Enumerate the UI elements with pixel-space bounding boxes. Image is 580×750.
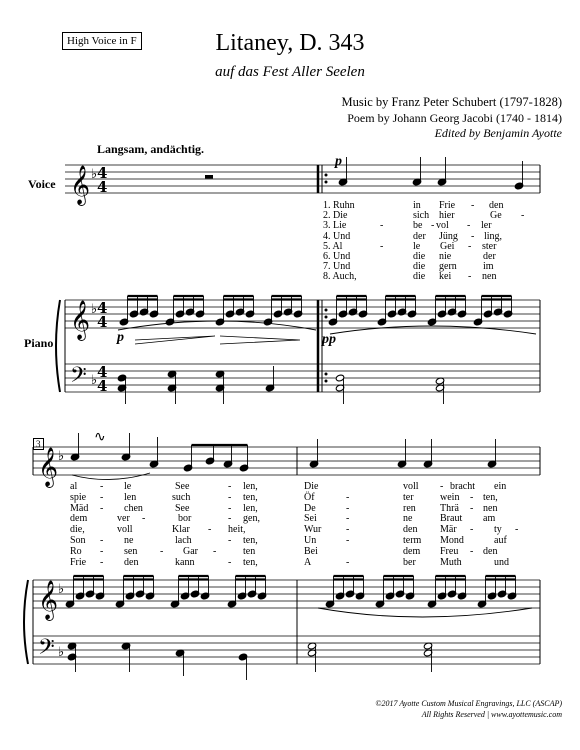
lyric-s1-v4-w5: ling,: [484, 230, 503, 242]
lyric-s2-v1-w7: Die: [304, 481, 319, 492]
lyric-s1-v5-w1: 5. Al: [323, 240, 343, 252]
lyric-s1-v4-w2: der: [413, 230, 426, 242]
lyric-s2-v3-w5: -: [228, 502, 232, 514]
lyric-s1-v5-w5: -: [468, 240, 472, 252]
lyric-s2-v3-w10: Thrä: [440, 502, 459, 514]
lyric-s2-v7-w6: -: [213, 545, 217, 557]
lyric-s2-v8-w8: -: [346, 556, 350, 568]
lyric-s2-v2-w11: -: [470, 491, 474, 503]
dynamic-piano-m1: p: [117, 330, 124, 345]
dynamic-piano-m2: pp: [322, 332, 336, 347]
dynamic-voice-m2: p: [335, 154, 342, 169]
lyric-s1-v3-w1: 3. Lie: [323, 220, 347, 232]
lyric-s1-v4-w3: Jüng: [439, 230, 458, 242]
piano-key-flat-2: ♭: [58, 582, 65, 597]
lyric-s2-v6-w2: -: [100, 535, 104, 546]
voice-key-flat: ♭: [91, 167, 98, 182]
lyric-s2-v4-w2: ver: [117, 513, 130, 525]
lyric-s2-v6-w7: Un: [304, 535, 317, 546]
lyric-s2-v8-w4: kann: [175, 556, 195, 568]
lyric-s2-v5-w7: -: [346, 524, 350, 536]
lyric-s2-v5-w10: -: [470, 524, 474, 536]
voice-part-label: Voice: [28, 177, 56, 191]
lyric-s2-v2-w10: wein: [440, 491, 460, 503]
piano-brace: [56, 300, 60, 392]
lyric-s2-v1-w3: le: [124, 481, 132, 492]
lyric-s2-v4-w3: -: [142, 513, 146, 525]
lyric-s2-v4-w5: -: [228, 513, 232, 525]
piano-bass-clef: 𝄢: [70, 363, 87, 393]
lyric-s2-v2-w4: such: [172, 491, 191, 503]
lyric-s2-v7-w10: Freu: [440, 545, 459, 557]
measure-number: 3: [33, 438, 44, 450]
lyric-s2-v8-w10: Muth: [440, 556, 462, 568]
lyric-s2-v4-w1: dem: [70, 513, 88, 525]
lyric-s2-v3-w1: Mäd: [70, 502, 89, 514]
lyric-s2-v6-w8: -: [346, 535, 350, 546]
lyric-s1-v1-w2: in: [413, 200, 421, 211]
piano-part-label: Piano: [24, 336, 54, 350]
lyric-s2-v6-w9: term: [403, 535, 422, 546]
lyric-s1-v3-w2: -: [380, 220, 384, 232]
repeat-dot: [325, 181, 328, 184]
piano-treble-clef: 𝄞: [70, 300, 91, 340]
lyric-s2-v2-w12: ten,: [483, 491, 498, 503]
lyric-s1-v7-w4: im: [483, 261, 494, 273]
piano-treble-clef-2: 𝄞: [38, 580, 59, 620]
rights-notice: All Rights Reserved | www.ayottemusic.com: [421, 710, 562, 719]
copyright-notice: ©2017 Ayotte Custom Musical Engravings, LLC (ASCAP): [375, 699, 562, 708]
lyric-s2-v6-w10: Mond: [440, 535, 464, 546]
lyric-s1-v8-w2: die: [413, 271, 426, 283]
page-subtitle: auf das Fest Aller Seelen: [215, 64, 365, 80]
time-signature-top: 4: [97, 299, 108, 317]
lyric-s2-v3-w11: -: [470, 502, 474, 514]
lyric-s1-v6-w2: die: [413, 251, 426, 262]
lyric-s2-v5-w4: -: [208, 524, 212, 536]
lyric-s1-v3-w5: vol: [436, 220, 449, 232]
lyric-s2-v8-w6: ten,: [243, 556, 258, 568]
voice-key-flat-2: ♭: [58, 449, 65, 464]
lyric-s1-v3-w3: be: [413, 220, 423, 232]
lyric-s2-v1-w2: -: [100, 481, 104, 492]
time-signature-bottom: 4: [97, 313, 108, 331]
lyric-s2-v7-w4: -: [160, 545, 164, 557]
tempo-marking: Langsam, andächtig.: [97, 142, 205, 156]
lyric-s2-v5-w12: -: [515, 524, 519, 536]
lyric-s2-v3-w7: De: [304, 502, 316, 514]
lyric-s2-v8-w5: -: [228, 556, 232, 568]
lyric-s2-v7-w12: den: [483, 545, 498, 557]
lyric-s2-v6-w6: ten,: [243, 535, 258, 546]
lyric-s1-v8-w5: nen: [482, 271, 497, 283]
piano-key-flat: ♭: [91, 302, 98, 317]
turn-ornament: ∿: [94, 429, 106, 445]
lyric-s1-v7-w1: 7. Und: [323, 261, 351, 273]
lyric-s2-v4-w11: am: [483, 513, 496, 525]
lyric-s1-v5-w4: Gei: [440, 240, 455, 252]
lyric-s2-v1-w11: ein: [494, 481, 507, 492]
crescendo-hairpin: [135, 336, 215, 344]
lyric-s1-v2-w4: Ge: [490, 210, 502, 222]
voice-treble-clef: 𝄞: [70, 165, 91, 205]
lyric-s1-v6-w4: der: [483, 251, 496, 262]
lyric-s2-v4-w8: -: [346, 513, 350, 525]
lyric-s2-v3-w2: -: [100, 502, 104, 514]
lyric-s2-v1-w5: -: [228, 481, 232, 492]
lyric-s2-v6-w5: -: [228, 535, 232, 546]
lyric-s2-v5-w5: heit,: [228, 524, 246, 536]
lyric-s2-v8-w3: den: [124, 556, 139, 568]
lyric-s1-v4-w4: -: [471, 230, 475, 242]
lyric-s2-v1-w8: voll: [403, 481, 419, 492]
lyric-s2-v6-w4: lach: [175, 535, 192, 546]
time-signature-top: 4: [97, 363, 108, 381]
lyric-s1-v3-w4: -: [431, 220, 435, 232]
lyric-s2-v8-w9: ber: [403, 556, 416, 568]
lyric-s1-v2-w3: hier: [439, 210, 455, 222]
time-signature-bottom: 4: [97, 178, 108, 196]
lyric-s2-v7-w5: Gar: [183, 545, 198, 557]
lyric-s2-v1-w6: len,: [243, 481, 258, 492]
lyric-s2-v4-w9: ne: [403, 513, 413, 525]
lyric-s2-v2-w3: len: [124, 491, 137, 503]
repeat-dot: [325, 316, 328, 319]
poet-credit: Poem by Johann Georg Jacobi (1740 - 1814): [347, 111, 562, 125]
lyric-s1-v3-w6: -: [467, 220, 471, 232]
lyric-s2-v8-w1: Frie: [70, 556, 87, 568]
lyric-s1-v6-w1: 6. Und: [323, 251, 351, 262]
lyric-s1-v1-w1: 1. Ruhn: [323, 200, 355, 211]
lyric-s1-v2-w2: sich: [413, 210, 430, 222]
lyric-s2-v7-w3: sen: [124, 545, 138, 557]
phrase-slur: [318, 608, 532, 617]
phrase-slur: [330, 326, 536, 334]
lyric-s1-v2-w5: -: [521, 210, 525, 222]
page-title: Litaney, D. 343: [215, 30, 365, 56]
repeat-dot: [325, 174, 328, 177]
bass-key-flat-2: ♭: [58, 645, 65, 660]
decrescendo-hairpin: [220, 336, 300, 344]
lyric-s2-v8-w2: -: [100, 556, 104, 568]
lyric-s2-v3-w8: -: [346, 502, 350, 514]
lyric-s2-v7-w11: -: [470, 545, 474, 557]
lyric-s2-v6-w11: auf: [494, 535, 507, 546]
time-signature-bottom: 4: [97, 377, 108, 395]
lyric-s1-v7-w2: die: [413, 261, 426, 273]
lyric-s1-v6-w3: nie: [439, 251, 452, 262]
whole-rest: [205, 175, 213, 179]
lyric-s2-v7-w2: -: [100, 545, 104, 557]
lyric-s1-v7-w3: gern: [439, 261, 457, 273]
lyric-s2-v2-w1: spie: [70, 491, 87, 503]
lyric-s2-v5-w1: die,: [70, 524, 85, 536]
lyric-s2-v4-w10: Braut: [440, 513, 463, 525]
lyric-s2-v7-w1: Ro: [70, 545, 82, 557]
lyric-s1-v5-w2: -: [380, 240, 384, 252]
editor-credit: Edited by Benjamin Ayotte: [434, 126, 562, 140]
piano-bass-clef-2: 𝄢: [38, 635, 55, 665]
lyric-s2-v1-w4: See: [175, 481, 190, 492]
lyric-s2-v2-w2: -: [100, 491, 104, 503]
lyric-s2-v1-w10: bracht: [450, 481, 475, 492]
lyric-s2-v7-w9: dem: [403, 545, 421, 557]
lyric-s2-v2-w6: ten,: [243, 491, 258, 503]
lyric-s2-v5-w6: Wur: [304, 524, 322, 536]
piano-brace-2: [24, 580, 28, 664]
lyric-s2-v3-w4: See: [175, 502, 190, 514]
lyric-s1-v8-w1: 8. Auch,: [323, 271, 357, 283]
repeat-dot: [325, 373, 328, 376]
lyric-s1-v3-w7: ler: [481, 220, 492, 232]
lyric-s1-v1-w3: Frie: [439, 200, 456, 211]
lyric-s2-v7-w8: Bei: [304, 545, 318, 557]
lyric-s1-v4-w1: 4. Und: [323, 230, 351, 242]
voice-treble-clef-2: 𝄞: [38, 447, 59, 487]
lyric-s2-v1-w1: al: [70, 481, 78, 492]
lyric-s2-v8-w7: A: [304, 556, 312, 568]
time-signature-top: 4: [97, 164, 108, 182]
lyric-s2-v3-w6: len,: [243, 502, 258, 514]
lyric-s2-v5-w9: Mär: [440, 524, 457, 536]
lyric-s2-v3-w9: ren: [403, 502, 416, 514]
lyric-s1-v5-w3: le: [413, 240, 421, 252]
lyric-s2-v5-w2: voll: [117, 524, 133, 536]
lyric-s2-v1-w9: -: [440, 481, 444, 492]
lyric-s2-v2-w5: -: [228, 491, 232, 503]
lyric-s2-v5-w3: Klar: [172, 524, 190, 536]
bass-key-flat: ♭: [91, 373, 98, 388]
repeat-dot: [325, 309, 328, 312]
lyric-s2-v6-w3: ne: [124, 535, 134, 546]
lyric-s1-v8-w4: -: [468, 271, 472, 283]
voice-slur: [72, 473, 150, 480]
lyric-s2-v5-w11: ty: [494, 524, 502, 536]
lyric-s2-v3-w3: chen: [124, 502, 143, 514]
repeat-dot: [325, 380, 328, 383]
lyric-s2-v5-w8: den: [403, 524, 418, 536]
lyric-s2-v2-w9: ter: [403, 491, 414, 503]
lyric-s2-v4-w7: Sei: [304, 513, 317, 525]
lyric-s2-v3-w12: nen: [483, 502, 498, 514]
lyric-s1-v5-w6: ster: [482, 240, 497, 252]
lyric-s2-v7-w7: ten: [243, 545, 256, 557]
lyric-s2-v2-w8: -: [346, 491, 350, 503]
voice-type-label: High Voice in F: [62, 32, 142, 50]
lyric-s2-v4-w4: bor: [178, 513, 192, 525]
lyric-s2-v8-w11: und: [494, 556, 509, 568]
lyric-s2-v2-w7: Öf: [304, 491, 315, 503]
composer-credit: Music by Franz Peter Schubert (1797-1828): [341, 95, 562, 109]
lyric-s1-v1-w5: den: [489, 200, 504, 211]
lyric-s2-v4-w6: gen,: [243, 513, 260, 525]
lyric-s1-v2-w1: 2. Die: [323, 210, 348, 222]
lyric-s2-v6-w1: Son: [70, 535, 86, 546]
lyric-s1-v8-w3: kei: [439, 271, 452, 283]
lyric-s1-v1-w4: -: [471, 200, 475, 211]
